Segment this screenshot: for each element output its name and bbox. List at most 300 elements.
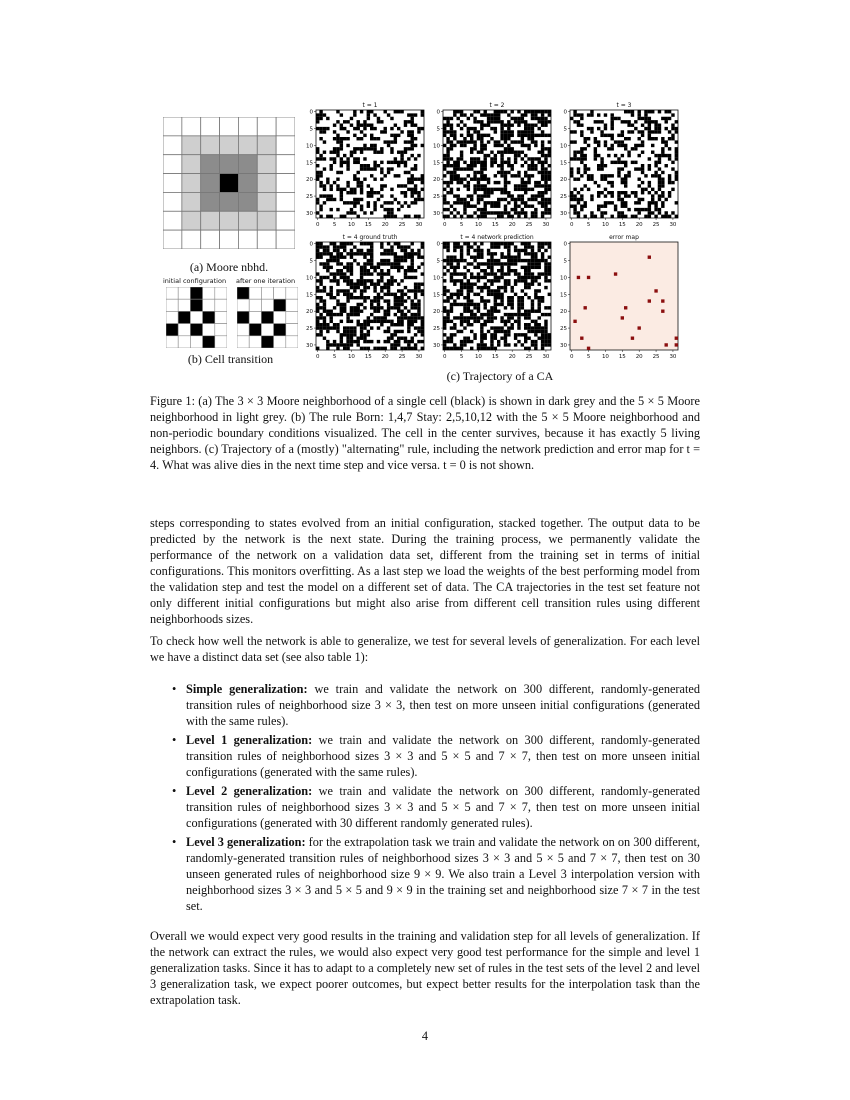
alive-cell bbox=[460, 198, 463, 201]
alive-cell bbox=[360, 130, 363, 133]
alive-cell bbox=[394, 293, 397, 296]
alive-cell bbox=[524, 323, 527, 326]
alive-cell bbox=[544, 205, 547, 208]
alive-cell bbox=[421, 198, 424, 201]
alive-cell bbox=[323, 337, 326, 340]
alive-cell bbox=[604, 113, 607, 116]
alive-cell bbox=[487, 249, 490, 252]
alive-cell bbox=[484, 211, 487, 214]
alive-cell bbox=[531, 140, 534, 143]
alive-cell bbox=[330, 296, 333, 299]
alive-cell bbox=[340, 310, 343, 313]
alive-cell bbox=[407, 134, 410, 137]
alive-cell bbox=[541, 164, 544, 167]
alive-cell bbox=[353, 286, 356, 289]
alive-cell bbox=[658, 130, 661, 133]
alive-cell bbox=[411, 303, 414, 306]
alive-cell bbox=[363, 286, 366, 289]
alive-cell bbox=[390, 293, 393, 296]
alive-cell bbox=[531, 343, 534, 346]
alive-cell bbox=[480, 144, 483, 147]
alive-cell bbox=[463, 201, 466, 204]
alive-cell bbox=[370, 279, 373, 282]
alive-cell bbox=[487, 286, 490, 289]
alive-cell bbox=[511, 316, 514, 319]
alive-cell bbox=[477, 181, 480, 184]
x-tick-label: 20 bbox=[635, 354, 643, 360]
alive-cell bbox=[387, 330, 390, 333]
alive-cell bbox=[500, 299, 503, 302]
alive-cell bbox=[404, 347, 407, 350]
y-tick-label: 15 bbox=[433, 160, 440, 167]
alive-cell bbox=[394, 134, 397, 137]
bullet-simple bbox=[172, 681, 700, 729]
alive-cell bbox=[665, 127, 668, 130]
alive-cell bbox=[380, 279, 383, 282]
transition-cell bbox=[237, 311, 249, 323]
alive-cell bbox=[611, 201, 614, 204]
alive-cell bbox=[330, 313, 333, 316]
alive-cell bbox=[511, 289, 514, 292]
alive-cell bbox=[463, 144, 466, 147]
alive-cell bbox=[577, 191, 580, 194]
alive-cell bbox=[360, 326, 363, 329]
alive-cell bbox=[404, 286, 407, 289]
alive-cell bbox=[624, 144, 627, 147]
alive-cell bbox=[373, 310, 376, 313]
alive-cell bbox=[541, 167, 544, 170]
alive-cell bbox=[658, 174, 661, 177]
alive-cell bbox=[517, 194, 520, 197]
alive-cell bbox=[343, 276, 346, 279]
alive-cell bbox=[544, 320, 547, 323]
alive-cell bbox=[323, 188, 326, 191]
alive-cell bbox=[484, 313, 487, 316]
alive-cell bbox=[336, 279, 339, 282]
alive-cell bbox=[443, 208, 446, 211]
alive-cell bbox=[604, 127, 607, 130]
alive-cell bbox=[417, 194, 420, 197]
alive-cell bbox=[467, 316, 470, 319]
plot-title: error map bbox=[609, 234, 639, 241]
alive-cell bbox=[453, 110, 456, 113]
alive-cell bbox=[404, 252, 407, 255]
alive-cell bbox=[597, 184, 600, 187]
alive-cell bbox=[484, 215, 487, 218]
alive-cell bbox=[404, 215, 407, 218]
alive-cell bbox=[527, 296, 530, 299]
alive-cell bbox=[394, 256, 397, 259]
alive-cell bbox=[644, 117, 647, 120]
alive-cell bbox=[390, 262, 393, 265]
alive-cell bbox=[377, 283, 380, 286]
neighborhood-cell bbox=[238, 117, 257, 136]
alive-cell bbox=[323, 266, 326, 269]
alive-cell bbox=[544, 313, 547, 316]
alive-cell bbox=[511, 167, 514, 170]
alive-cell bbox=[390, 337, 393, 340]
y-tick-label: 30 bbox=[433, 210, 440, 217]
alive-cell bbox=[387, 242, 390, 245]
alive-cell bbox=[524, 245, 527, 248]
alive-cell bbox=[384, 140, 387, 143]
alive-cell bbox=[638, 144, 641, 147]
transition-cell bbox=[203, 311, 215, 323]
alive-cell bbox=[316, 320, 319, 323]
alive-cell bbox=[326, 259, 329, 262]
alive-cell bbox=[504, 161, 507, 164]
alive-cell bbox=[604, 174, 607, 177]
alive-cell bbox=[675, 147, 678, 150]
alive-cell bbox=[467, 188, 470, 191]
alive-cell bbox=[527, 127, 530, 130]
alive-cell bbox=[443, 286, 446, 289]
paragraph-2: To check how well the network is able to generalize, we test for several levels of generalization. For each level we have a distinct data set (see also table 1): bbox=[150, 634, 700, 664]
alive-cell bbox=[507, 191, 510, 194]
alive-cell bbox=[541, 296, 544, 299]
alive-cell bbox=[577, 151, 580, 154]
alive-cell bbox=[470, 303, 473, 306]
figure-caption-text: Figure 1: (a) The 3 × 3 Moore neighborhood of a single cell (black) is shown in dark grey and the 5 × 5 Moore neighborhood in light grey. (b) The rule Born: 1,4,7 Stay: 2,5,10,12 with the 5 × 5 Moore neighborhood and non-periodic boundary conditions visualized. The cell in the center survives, because it has exactly 5 living neighbors. (c) Trajectory of a (mostly) "alternating" rule, including the network prediction and error map for t = 4. What was alive dies in the next time step and vice versa. t = 0 is not shown. bbox=[150, 394, 700, 472]
alive-cell bbox=[570, 191, 573, 194]
alive-cell bbox=[367, 323, 370, 326]
alive-cell bbox=[490, 205, 493, 208]
alive-cell bbox=[411, 130, 414, 133]
alive-cell bbox=[467, 130, 470, 133]
alive-cell bbox=[467, 310, 470, 313]
alive-cell bbox=[631, 215, 634, 218]
alive-cell bbox=[373, 178, 376, 181]
alive-cell bbox=[353, 201, 356, 204]
alive-cell bbox=[453, 144, 456, 147]
alive-cell bbox=[460, 347, 463, 350]
alive-cell bbox=[353, 259, 356, 262]
neighborhood-cell bbox=[238, 211, 257, 230]
bullet-head: Level 2 generalization: bbox=[186, 784, 313, 798]
alive-cell bbox=[319, 184, 322, 187]
alive-cell bbox=[370, 174, 373, 177]
alive-cell bbox=[443, 164, 446, 167]
alive-cell bbox=[541, 330, 544, 333]
alive-cell bbox=[511, 256, 514, 259]
alive-cell bbox=[394, 242, 397, 245]
alive-cell bbox=[421, 289, 424, 292]
alive-cell bbox=[504, 330, 507, 333]
alive-cell bbox=[504, 279, 507, 282]
x-tick-label: 0 bbox=[569, 354, 574, 360]
alive-cell bbox=[621, 144, 624, 147]
x-tick-label: 10 bbox=[474, 222, 482, 228]
alive-cell bbox=[414, 198, 417, 201]
alive-cell bbox=[414, 289, 417, 292]
alive-cell bbox=[534, 293, 537, 296]
alive-cell bbox=[363, 320, 366, 323]
alive-cell bbox=[370, 144, 373, 147]
alive-cell bbox=[524, 188, 527, 191]
alive-cell bbox=[484, 154, 487, 157]
alive-cell bbox=[611, 184, 614, 187]
alive-cell bbox=[497, 259, 500, 262]
alive-cell bbox=[340, 147, 343, 150]
alive-cell bbox=[353, 310, 356, 313]
alive-cell bbox=[538, 323, 541, 326]
alive-cell bbox=[473, 293, 476, 296]
alive-cell bbox=[490, 211, 493, 214]
alive-cell bbox=[357, 184, 360, 187]
alive-cell bbox=[507, 130, 510, 133]
y-tick-label: 30 bbox=[560, 210, 567, 217]
transition-cell bbox=[274, 336, 286, 348]
alive-cell bbox=[394, 198, 397, 201]
alive-cell bbox=[621, 140, 624, 143]
alive-cell bbox=[514, 205, 517, 208]
alive-cell bbox=[538, 120, 541, 123]
alive-cell bbox=[517, 296, 520, 299]
alive-cell bbox=[541, 201, 544, 204]
alive-cell bbox=[460, 303, 463, 306]
alive-cell bbox=[497, 279, 500, 282]
neighborhood-cell bbox=[201, 192, 220, 211]
plot-title: t = 4 ground truth bbox=[342, 234, 398, 241]
alive-cell bbox=[480, 164, 483, 167]
alive-cell bbox=[340, 252, 343, 255]
alive-cell bbox=[514, 320, 517, 323]
alive-cell bbox=[507, 151, 510, 154]
error-cell bbox=[587, 276, 590, 279]
alive-cell bbox=[658, 178, 661, 181]
alive-cell bbox=[367, 124, 370, 127]
alive-cell bbox=[541, 124, 544, 127]
transition-cell bbox=[249, 299, 261, 311]
alive-cell bbox=[333, 326, 336, 329]
alive-cell bbox=[671, 137, 674, 140]
alive-cell bbox=[544, 286, 547, 289]
transition-cell bbox=[215, 299, 227, 311]
alive-cell bbox=[467, 194, 470, 197]
bullet-level-1 bbox=[172, 732, 700, 780]
alive-cell bbox=[340, 198, 343, 201]
transition-cell bbox=[178, 336, 190, 348]
alive-cell bbox=[411, 289, 414, 292]
alive-cell bbox=[497, 310, 500, 313]
alive-cell bbox=[421, 181, 424, 184]
alive-cell bbox=[541, 161, 544, 164]
transition-cell bbox=[274, 324, 286, 336]
alive-cell bbox=[621, 201, 624, 204]
alive-cell bbox=[544, 154, 547, 157]
alive-cell bbox=[511, 269, 514, 272]
alive-cell bbox=[450, 211, 453, 214]
alive-cell bbox=[336, 272, 339, 275]
alive-cell bbox=[400, 330, 403, 333]
x-tick-label: 5 bbox=[459, 222, 464, 228]
alive-cell bbox=[548, 188, 551, 191]
alive-cell bbox=[394, 157, 397, 160]
alive-cell bbox=[446, 151, 449, 154]
alive-cell bbox=[617, 157, 620, 160]
moore-neighborhood-grid bbox=[163, 117, 295, 249]
alive-cell bbox=[370, 134, 373, 137]
alive-cell bbox=[517, 252, 520, 255]
alive-cell bbox=[370, 340, 373, 343]
alive-cell bbox=[363, 124, 366, 127]
alive-cell bbox=[497, 117, 500, 120]
alive-cell bbox=[343, 188, 346, 191]
alive-cell bbox=[590, 113, 593, 116]
alive-cell bbox=[353, 205, 356, 208]
alive-cell bbox=[504, 191, 507, 194]
alive-cell bbox=[340, 113, 343, 116]
alive-cell bbox=[387, 303, 390, 306]
alive-cell bbox=[490, 252, 493, 255]
alive-cell bbox=[527, 205, 530, 208]
alive-cell bbox=[671, 167, 674, 170]
alive-cell bbox=[400, 157, 403, 160]
y-tick-label: 5 bbox=[563, 126, 567, 133]
alive-cell bbox=[544, 330, 547, 333]
alive-cell bbox=[480, 299, 483, 302]
alive-cell bbox=[487, 120, 490, 123]
alive-cell bbox=[421, 245, 424, 248]
alive-cell bbox=[443, 343, 446, 346]
alive-cell bbox=[460, 293, 463, 296]
alive-cell bbox=[370, 320, 373, 323]
alive-cell bbox=[397, 134, 400, 137]
alive-cell bbox=[480, 171, 483, 174]
alive-cell bbox=[467, 242, 470, 245]
alive-cell bbox=[407, 147, 410, 150]
alive-cell bbox=[500, 188, 503, 191]
alive-cell bbox=[573, 120, 576, 123]
alive-cell bbox=[394, 266, 397, 269]
alive-cell bbox=[319, 205, 322, 208]
alive-cell bbox=[594, 140, 597, 143]
alive-cell bbox=[548, 245, 551, 248]
alive-cell bbox=[604, 201, 607, 204]
alive-cell bbox=[457, 167, 460, 170]
alive-cell bbox=[460, 340, 463, 343]
alive-cell bbox=[500, 316, 503, 319]
alive-cell bbox=[490, 113, 493, 116]
alive-cell bbox=[654, 130, 657, 133]
alive-cell bbox=[326, 293, 329, 296]
alive-cell bbox=[323, 252, 326, 255]
alive-cell bbox=[340, 144, 343, 147]
alive-cell bbox=[661, 178, 664, 181]
neighborhood-cell bbox=[257, 117, 276, 136]
alive-cell bbox=[357, 306, 360, 309]
alive-cell bbox=[330, 167, 333, 170]
alive-cell bbox=[541, 326, 544, 329]
alive-cell bbox=[336, 154, 339, 157]
alive-cell bbox=[411, 347, 414, 350]
alive-cell bbox=[316, 211, 319, 214]
alive-cell bbox=[477, 134, 480, 137]
neighborhood-cell bbox=[220, 174, 239, 193]
y-tick-label: 15 bbox=[560, 160, 567, 167]
alive-cell bbox=[514, 272, 517, 275]
alive-cell bbox=[463, 337, 466, 340]
alive-cell bbox=[490, 127, 493, 130]
alive-cell bbox=[658, 167, 661, 170]
alive-cell bbox=[350, 252, 353, 255]
alive-cell bbox=[514, 184, 517, 187]
alive-cell bbox=[651, 211, 654, 214]
x-tick-label: 0 bbox=[315, 222, 320, 228]
alive-cell bbox=[638, 211, 641, 214]
x-tick-label: 10 bbox=[474, 354, 482, 360]
alive-cell bbox=[500, 191, 503, 194]
alive-cell bbox=[400, 316, 403, 319]
alive-cell bbox=[544, 201, 547, 204]
alive-cell bbox=[480, 161, 483, 164]
alive-cell bbox=[397, 316, 400, 319]
alive-cell bbox=[367, 286, 370, 289]
alive-cell bbox=[343, 120, 346, 123]
alive-cell bbox=[453, 293, 456, 296]
alive-cell bbox=[617, 198, 620, 201]
bullet-head: Simple generalization: bbox=[186, 682, 308, 696]
alive-cell bbox=[648, 164, 651, 167]
alive-cell bbox=[584, 167, 587, 170]
alive-cell bbox=[548, 340, 551, 343]
alive-cell bbox=[316, 333, 319, 336]
alive-cell bbox=[500, 262, 503, 265]
alive-cell bbox=[500, 120, 503, 123]
alive-cell bbox=[360, 205, 363, 208]
alive-cell bbox=[675, 201, 678, 204]
alive-cell bbox=[346, 167, 349, 170]
alive-cell bbox=[394, 259, 397, 262]
alive-cell bbox=[548, 198, 551, 201]
alive-cell bbox=[511, 296, 514, 299]
alive-cell bbox=[538, 201, 541, 204]
alive-cell bbox=[544, 147, 547, 150]
alive-cell bbox=[467, 269, 470, 272]
alive-cell bbox=[521, 343, 524, 346]
alive-cell bbox=[541, 215, 544, 218]
alive-cell bbox=[544, 171, 547, 174]
alive-cell bbox=[521, 184, 524, 187]
alive-cell bbox=[544, 333, 547, 336]
alive-cell bbox=[494, 110, 497, 113]
alive-cell bbox=[511, 194, 514, 197]
alive-cell bbox=[394, 299, 397, 302]
alive-cell bbox=[407, 157, 410, 160]
alive-cell bbox=[357, 124, 360, 127]
alive-cell bbox=[407, 316, 410, 319]
alive-cell bbox=[638, 117, 641, 120]
alive-cell bbox=[524, 269, 527, 272]
alive-cell bbox=[421, 330, 424, 333]
alive-cell bbox=[450, 188, 453, 191]
alive-cell bbox=[470, 262, 473, 265]
alive-cell bbox=[580, 194, 583, 197]
alive-cell bbox=[534, 167, 537, 170]
alive-cell bbox=[363, 306, 366, 309]
alive-cell bbox=[417, 215, 420, 218]
alive-cell bbox=[467, 262, 470, 265]
alive-cell bbox=[590, 211, 593, 214]
alive-cell bbox=[651, 188, 654, 191]
alive-cell bbox=[527, 164, 530, 167]
alive-cell bbox=[487, 289, 490, 292]
alive-cell bbox=[675, 127, 678, 130]
alive-cell bbox=[524, 242, 527, 245]
alive-cell bbox=[417, 249, 420, 252]
alive-cell bbox=[457, 293, 460, 296]
alive-cell bbox=[404, 161, 407, 164]
